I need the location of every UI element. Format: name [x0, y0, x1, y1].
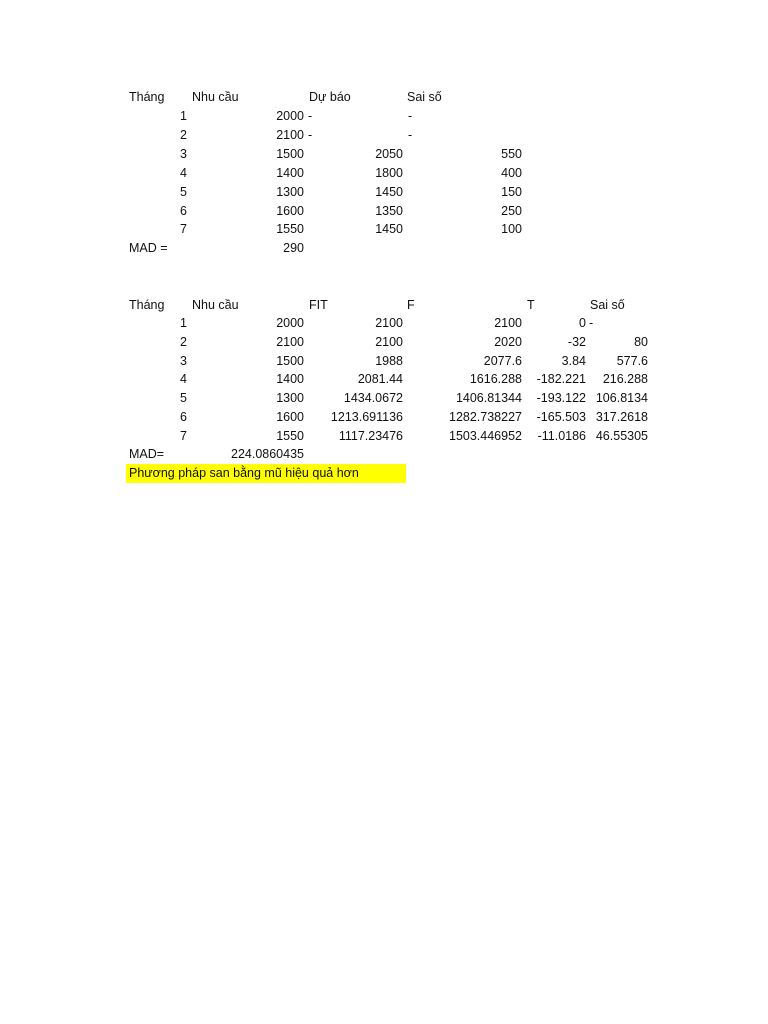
- t2-r6-nhu-cau: 1600: [276, 410, 304, 424]
- t1-r5-sai-so: 150: [501, 185, 522, 199]
- t2-r6-thang: 6: [180, 410, 187, 424]
- t2-r2-sai-so: 80: [634, 335, 648, 349]
- t1-header-nhu-cau: Nhu cầu: [192, 90, 239, 104]
- t2-r1-f: 2100: [494, 316, 522, 330]
- t2-r4-sai-so: 216.288: [602, 372, 648, 386]
- t1-header-sai-so: Sai số: [407, 90, 442, 104]
- t2-r6-fit: 1213.691136: [330, 410, 403, 424]
- t1-r1-du-bao: -: [308, 109, 313, 123]
- t2-r5-thang: 5: [180, 391, 187, 405]
- t1-r7-sai-so: 100: [501, 222, 522, 236]
- t2-r5-fit: 1434.0672: [343, 391, 403, 405]
- t1-r3-sai-so: 550: [501, 147, 522, 161]
- t1-r7-nhu-cau: 1550: [276, 222, 304, 236]
- t2-r1-nhu-cau: 2000: [276, 316, 304, 330]
- t2-r1-t: 0: [579, 316, 586, 330]
- t1-mad-label: MAD =: [129, 241, 168, 255]
- t1-r5-nhu-cau: 1300: [276, 185, 304, 199]
- t2-r4-nhu-cau: 1400: [276, 372, 304, 386]
- t2-r2-fit: 2100: [375, 335, 403, 349]
- t2-r1-sai-so: -: [589, 316, 594, 330]
- t2-r3-f: 2077.6: [483, 354, 522, 368]
- t2-r4-fit: 2081.44: [357, 372, 403, 386]
- t1-r1-sai-so: -: [408, 109, 413, 123]
- t1-r4-thang: 4: [180, 166, 187, 180]
- t1-r4-du-bao: 1800: [375, 166, 403, 180]
- t1-r4-nhu-cau: 1400: [276, 166, 304, 180]
- t1-r6-thang: 6: [180, 204, 187, 218]
- t2-header-f: F: [407, 298, 415, 312]
- t1-r2-sai-so: -: [408, 128, 413, 142]
- t1-r1-thang: 1: [180, 109, 187, 123]
- t2-r2-t: -32: [567, 335, 586, 349]
- t1-r5-thang: 5: [180, 185, 187, 199]
- t1-r3-nhu-cau: 1500: [276, 147, 304, 161]
- t1-r2-thang: 2: [180, 128, 187, 142]
- t2-r3-sai-so: 577.6: [616, 354, 648, 368]
- t2-r3-t: 3.84: [561, 354, 586, 368]
- t2-header-thang: Tháng: [129, 298, 165, 312]
- t1-r5-du-bao: 1450: [375, 185, 403, 199]
- t2-r6-f: 1282.738227: [449, 410, 522, 424]
- t1-r7-du-bao: 1450: [375, 222, 403, 236]
- t2-r1-fit: 2100: [375, 316, 403, 330]
- t2-r4-f: 1616.288: [469, 372, 522, 386]
- t1-r6-du-bao: 1350: [375, 204, 403, 218]
- t2-r6-sai-so: 317.2618: [595, 410, 648, 424]
- t2-header-t: T: [527, 298, 535, 312]
- t2-r7-f: 1503.446952: [449, 429, 522, 443]
- t2-mad-label: MAD=: [129, 447, 165, 461]
- t2-r5-f: 1406.81344: [455, 391, 522, 405]
- t2-header-nhu-cau: Nhu cầu: [192, 298, 239, 312]
- t2-r5-sai-so: 106.8134: [595, 391, 648, 405]
- t2-r3-fit: 1988: [375, 354, 403, 368]
- t2-r1-thang: 1: [180, 316, 187, 330]
- t2-r5-t: -193.122: [536, 391, 586, 405]
- t1-r4-sai-so: 400: [501, 166, 522, 180]
- t2-r2-f: 2020: [494, 335, 522, 349]
- t2-r4-thang: 4: [180, 372, 187, 386]
- t1-header-du-bao: Dự báo: [309, 90, 351, 104]
- conclusion-text: Phương pháp san bằng mũ hiệu quả hơn: [129, 466, 359, 480]
- t2-r2-nhu-cau: 2100: [276, 335, 304, 349]
- t2-r2-thang: 2: [180, 335, 187, 349]
- t1-r1-nhu-cau: 2000: [276, 109, 304, 123]
- t2-r4-t: -182.221: [536, 372, 586, 386]
- t1-r2-nhu-cau: 2100: [276, 128, 304, 142]
- t1-r3-du-bao: 2050: [375, 147, 403, 161]
- t1-r7-thang: 7: [180, 222, 187, 236]
- t2-r7-thang: 7: [180, 429, 187, 443]
- t2-r7-sai-so: 46.55305: [595, 429, 648, 443]
- t2-r5-nhu-cau: 1300: [276, 391, 304, 405]
- t2-r3-thang: 3: [180, 354, 187, 368]
- t1-header-thang: Tháng: [129, 90, 165, 104]
- t2-r7-nhu-cau: 1550: [276, 429, 304, 443]
- t2-r7-t: -11.0186: [537, 429, 586, 443]
- t1-r2-du-bao: -: [308, 128, 313, 142]
- t2-r7-fit: 1117.23476: [338, 429, 403, 443]
- t2-r6-t: -165.503: [536, 410, 586, 424]
- t1-r6-sai-so: 250: [501, 204, 522, 218]
- t2-mad-value: 224.0860435: [231, 447, 304, 461]
- t2-header-fit: FIT: [309, 298, 328, 312]
- t2-r3-nhu-cau: 1500: [276, 354, 304, 368]
- t1-mad-value: 290: [283, 241, 304, 255]
- t1-r6-nhu-cau: 1600: [276, 204, 304, 218]
- t1-r3-thang: 3: [180, 147, 187, 161]
- t2-header-sai-so: Sai số: [590, 298, 625, 312]
